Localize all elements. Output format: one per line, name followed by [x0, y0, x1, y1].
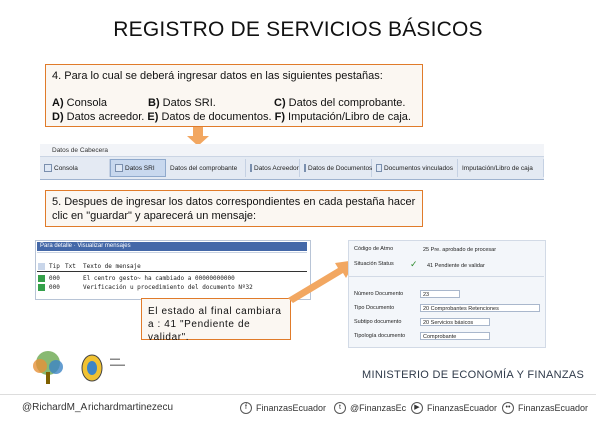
- tab-bar: [40, 157, 544, 180]
- form-input-number[interactable]: 23: [420, 290, 460, 298]
- form-value-status: 41 Pendiente de validar: [427, 263, 485, 269]
- social-twitter[interactable]: t @FinanzasEc: [334, 402, 406, 414]
- tab-datos-comprobante[interactable]: Datos del comprobante: [166, 159, 246, 177]
- step5-instruction-box: [45, 190, 423, 227]
- twitter-icon: t: [334, 402, 346, 414]
- tab-datos-documentos[interactable]: Datos de Documentos: [300, 159, 372, 177]
- option-c: C) Datos del comprobante.: [274, 97, 406, 109]
- handle-twitter[interactable]: @RichardM_A: [22, 402, 88, 413]
- form-select-subtype[interactable]: 20 Servicios básicos: [420, 318, 490, 326]
- flickr-icon: ••: [502, 402, 514, 414]
- form-label: Subtipo documento: [354, 319, 402, 325]
- form-label: Situación Status: [354, 261, 394, 267]
- dialog-title: Para detalle · Visualizar mensajes: [37, 242, 307, 251]
- dialog-header-row: Tip Txt Texto de mensaje: [38, 262, 141, 271]
- console-icon: [44, 164, 52, 172]
- step5-text: 5. Despues de ingresar los datos correspondientes en cada pestaña hacer clic en "guardar" y aparecerá un mensaje:: [52, 196, 416, 222]
- gov-logo-icon: ▬▬ ▬▬▬: [110, 356, 125, 368]
- tab-datos-sri[interactable]: Datos SRI: [110, 159, 166, 177]
- form-select-type[interactable]: 20 Comprobantes Retenciones: [420, 304, 540, 312]
- handle-web[interactable]: richardmartinezecu: [88, 402, 174, 413]
- ministry-logo-text: MINISTERIO DE ECONOMÍA Y FINANZAS: [362, 369, 585, 381]
- social-youtube[interactable]: ▶ FinanzasEcuador: [411, 402, 497, 414]
- check-icon: ✓: [410, 259, 418, 269]
- form-label: Código de Atmo: [354, 246, 394, 252]
- form-label: Tipología documento: [354, 333, 406, 339]
- option-d: D) Datos acreedor.: [52, 111, 145, 123]
- footer-divider: [0, 394, 596, 395]
- folder-icon: [304, 164, 306, 172]
- option-f: F) Imputación/Libro de caja.: [274, 111, 411, 123]
- tab-consola[interactable]: Consola: [40, 159, 110, 177]
- step4-instruction-box: [45, 64, 423, 127]
- form-label: Tipo Documento: [354, 305, 395, 311]
- form-value-code: 25 Pre. aprobado de procesar: [423, 247, 497, 253]
- dialog-message-row[interactable]: 000 El centro gesto~ ha cambiado a 00000000000: [38, 274, 235, 283]
- social-facebook[interactable]: f FinanzasEcuador: [240, 402, 326, 414]
- person-icon: [250, 164, 252, 172]
- step4-text: 4. Para lo cual se deberá ingresar datos en las siguientes pestañas:: [52, 70, 383, 82]
- form-label: Número Documento: [354, 291, 404, 297]
- tab-documentos-vinculados[interactable]: Documentos vinculados: [372, 159, 458, 177]
- tab-imputacion[interactable]: Imputación/Libro de caja: [458, 159, 544, 177]
- tabs-header: Datos de Cabecera: [40, 144, 544, 157]
- option-b: B) Datos SRI.: [148, 97, 216, 109]
- social-flickr[interactable]: •• FinanzasEcuador: [502, 402, 588, 414]
- row-select-icon: [38, 263, 45, 270]
- option-a: A) Consola: [52, 97, 108, 109]
- success-icon: [38, 275, 45, 282]
- option-e: E) Datos de documentos.: [147, 111, 272, 123]
- coat-of-arms-icon: [76, 352, 108, 384]
- tree-logo-icon: [28, 348, 68, 388]
- page-title: REGISTRO DE SERVICIOS BÁSICOS: [113, 18, 483, 41]
- document-icon: [115, 164, 123, 172]
- facebook-icon: f: [240, 402, 252, 414]
- tab-datos-acreedor[interactable]: Datos Acreedor: [246, 159, 300, 177]
- youtube-icon: ▶: [411, 402, 423, 414]
- dialog-message-row[interactable]: 000 Verificación u procedimiento del documento Nº32: [38, 283, 253, 292]
- success-icon: [38, 284, 45, 291]
- status-note-box: [141, 298, 291, 343]
- status-note-text: El estado al final cambiara a : 41 "Pendiente de validar".: [148, 306, 282, 343]
- form-select-typology[interactable]: Comprobante: [420, 332, 490, 340]
- link-icon: [376, 164, 382, 172]
